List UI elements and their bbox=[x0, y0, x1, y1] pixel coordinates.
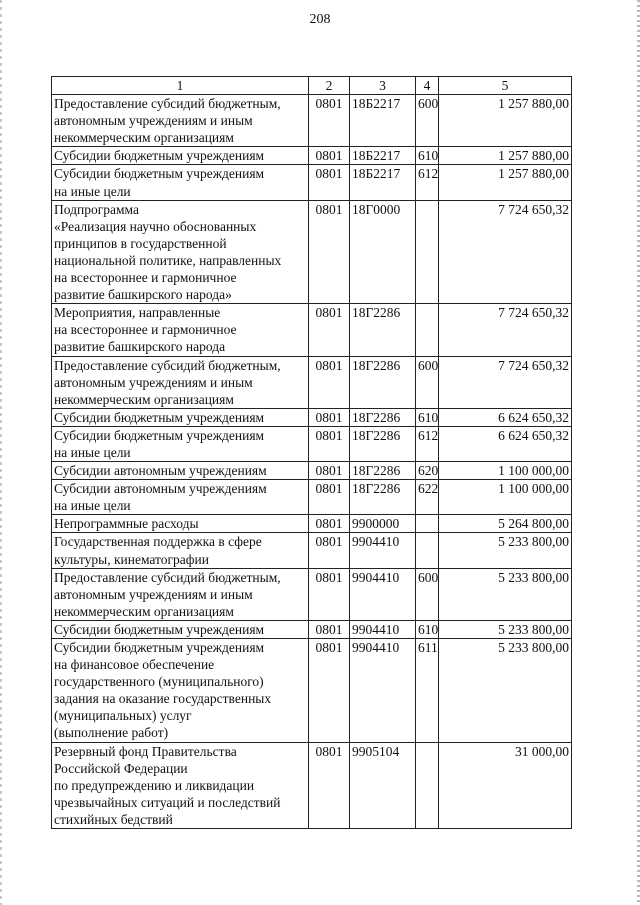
table-row bbox=[52, 568, 572, 620]
item-name: Субсидии бюджетным учреждениям на финансовое обеспечение государственного (муниципального) задания на оказание государственных (муниципальных) услуг (выполнение работ) bbox=[52, 639, 309, 743]
section-code: 0801 bbox=[309, 426, 350, 461]
table-row bbox=[52, 200, 572, 304]
expense-type-code: 600 bbox=[416, 356, 439, 408]
expense-type-code: 612 bbox=[416, 165, 439, 200]
target-article-code: 9904410 bbox=[350, 639, 416, 743]
target-article-code: 9904410 bbox=[350, 568, 416, 620]
section-code: 0801 bbox=[309, 480, 350, 515]
expense-type-code: 610 bbox=[416, 620, 439, 638]
amount: 6 624 650,32 bbox=[439, 426, 572, 461]
target-article-code: 18Г2286 bbox=[350, 356, 416, 408]
expense-type-code bbox=[416, 533, 439, 568]
header-col-1: 1 bbox=[52, 77, 309, 95]
section-code: 0801 bbox=[309, 533, 350, 568]
expense-type-code bbox=[416, 742, 439, 828]
section-code: 0801 bbox=[309, 408, 350, 426]
target-article-code: 9904410 bbox=[350, 533, 416, 568]
item-name: Субсидии автономным учреждениям bbox=[52, 462, 309, 480]
target-article-code: 18Г2286 bbox=[350, 426, 416, 461]
target-article-code: 18Г2286 bbox=[350, 480, 416, 515]
header-col-2: 2 bbox=[309, 77, 350, 95]
item-name: Мероприятия, направленные на всестороннее и гармоничное развитие башкирского народа bbox=[52, 304, 309, 356]
item-name: Субсидии автономным учреждениям на иные цели bbox=[52, 480, 309, 515]
section-code: 0801 bbox=[309, 462, 350, 480]
target-article-code: 9900000 bbox=[350, 515, 416, 533]
section-code: 0801 bbox=[309, 639, 350, 743]
target-article-code: 9905104 bbox=[350, 742, 416, 828]
section-code: 0801 bbox=[309, 742, 350, 828]
expense-type-code: 600 bbox=[416, 95, 439, 147]
amount: 1 100 000,00 bbox=[439, 462, 572, 480]
target-article-code: 18Г2286 bbox=[350, 408, 416, 426]
target-article-code: 9904410 bbox=[350, 620, 416, 638]
item-name: Государственная поддержка в сфере культуры, кинематографии bbox=[52, 533, 309, 568]
amount: 6 624 650,32 bbox=[439, 408, 572, 426]
budget-table bbox=[51, 76, 572, 829]
target-article-code: 18Б2217 bbox=[350, 95, 416, 147]
amount: 5 233 800,00 bbox=[439, 533, 572, 568]
table-header-row bbox=[52, 77, 572, 95]
table-row bbox=[52, 95, 572, 147]
scan-edge-left bbox=[0, 0, 2, 905]
amount: 5 233 800,00 bbox=[439, 620, 572, 638]
table-row bbox=[52, 165, 572, 200]
table-body bbox=[52, 95, 572, 829]
table-row bbox=[52, 356, 572, 408]
expense-type-code: 611 bbox=[416, 639, 439, 743]
target-article-code: 18Б2217 bbox=[350, 165, 416, 200]
section-code: 0801 bbox=[309, 95, 350, 147]
header-col-3: 3 bbox=[350, 77, 416, 95]
page-number: 208 bbox=[309, 12, 331, 27]
table-row bbox=[52, 533, 572, 568]
item-name: Предоставление субсидий бюджетным, автономным учреждениям и иным некоммерческим организациям bbox=[52, 356, 309, 408]
item-name: Предоставление субсидий бюджетным, автономным учреждениям и иным некоммерческим организациям bbox=[52, 568, 309, 620]
table-row bbox=[52, 639, 572, 743]
table-row bbox=[52, 620, 572, 638]
amount: 1 257 880,00 bbox=[439, 95, 572, 147]
table-row bbox=[52, 408, 572, 426]
amount: 5 233 800,00 bbox=[439, 568, 572, 620]
section-code: 0801 bbox=[309, 165, 350, 200]
table-row bbox=[52, 426, 572, 461]
table-row bbox=[52, 304, 572, 356]
item-name: Субсидии бюджетным учреждениям bbox=[52, 147, 309, 165]
section-code: 0801 bbox=[309, 356, 350, 408]
item-name: Субсидии бюджетным учреждениям на иные цели bbox=[52, 426, 309, 461]
expense-type-code: 612 bbox=[416, 426, 439, 461]
amount: 5 264 800,00 bbox=[439, 515, 572, 533]
amount: 1 257 880,00 bbox=[439, 165, 572, 200]
item-name: Субсидии бюджетным учреждениям bbox=[52, 620, 309, 638]
target-article-code: 18Г2286 bbox=[350, 462, 416, 480]
target-article-code: 18Г2286 bbox=[350, 304, 416, 356]
item-name: Субсидии бюджетным учреждениям на иные цели bbox=[52, 165, 309, 200]
target-article-code: 18Б2217 bbox=[350, 147, 416, 165]
item-name: Подпрограмма «Реализация научно обоснованных принципов в государственной национальной политике, направленных на всестороннее и гармоничное развитие башкирского народа» bbox=[52, 200, 309, 304]
expense-type-code bbox=[416, 200, 439, 304]
amount: 7 724 650,32 bbox=[439, 200, 572, 304]
section-code: 0801 bbox=[309, 620, 350, 638]
table-row bbox=[52, 462, 572, 480]
table-row bbox=[52, 515, 572, 533]
amount: 31 000,00 bbox=[439, 742, 572, 828]
amount: 7 724 650,32 bbox=[439, 304, 572, 356]
amount: 1 257 880,00 bbox=[439, 147, 572, 165]
section-code: 0801 bbox=[309, 515, 350, 533]
item-name: Предоставление субсидий бюджетным, автономным учреждениям и иным некоммерческим организациям bbox=[52, 95, 309, 147]
expense-type-code bbox=[416, 515, 439, 533]
item-name: Резервный фонд Правительства Российской Федерации по предупреждению и ликвидации чрезвычайных ситуаций и последствий стихийных бедствий bbox=[52, 742, 309, 828]
amount: 5 233 800,00 bbox=[439, 639, 572, 743]
table-row bbox=[52, 147, 572, 165]
table-row bbox=[52, 480, 572, 515]
expense-type-code: 610 bbox=[416, 408, 439, 426]
section-code: 0801 bbox=[309, 147, 350, 165]
expense-type-code: 620 bbox=[416, 462, 439, 480]
expense-type-code: 610 bbox=[416, 147, 439, 165]
expense-type-code: 622 bbox=[416, 480, 439, 515]
header-col-5: 5 bbox=[439, 77, 572, 95]
section-code: 0801 bbox=[309, 304, 350, 356]
amount: 1 100 000,00 bbox=[439, 480, 572, 515]
header-col-4: 4 bbox=[416, 77, 439, 95]
expense-type-code: 600 bbox=[416, 568, 439, 620]
target-article-code: 18Г0000 bbox=[350, 200, 416, 304]
item-name: Субсидии бюджетным учреждениям bbox=[52, 408, 309, 426]
amount: 7 724 650,32 bbox=[439, 356, 572, 408]
section-code: 0801 bbox=[309, 568, 350, 620]
expense-type-code bbox=[416, 304, 439, 356]
table-row bbox=[52, 742, 572, 828]
section-code: 0801 bbox=[309, 200, 350, 304]
item-name: Непрограммные расходы bbox=[52, 515, 309, 533]
